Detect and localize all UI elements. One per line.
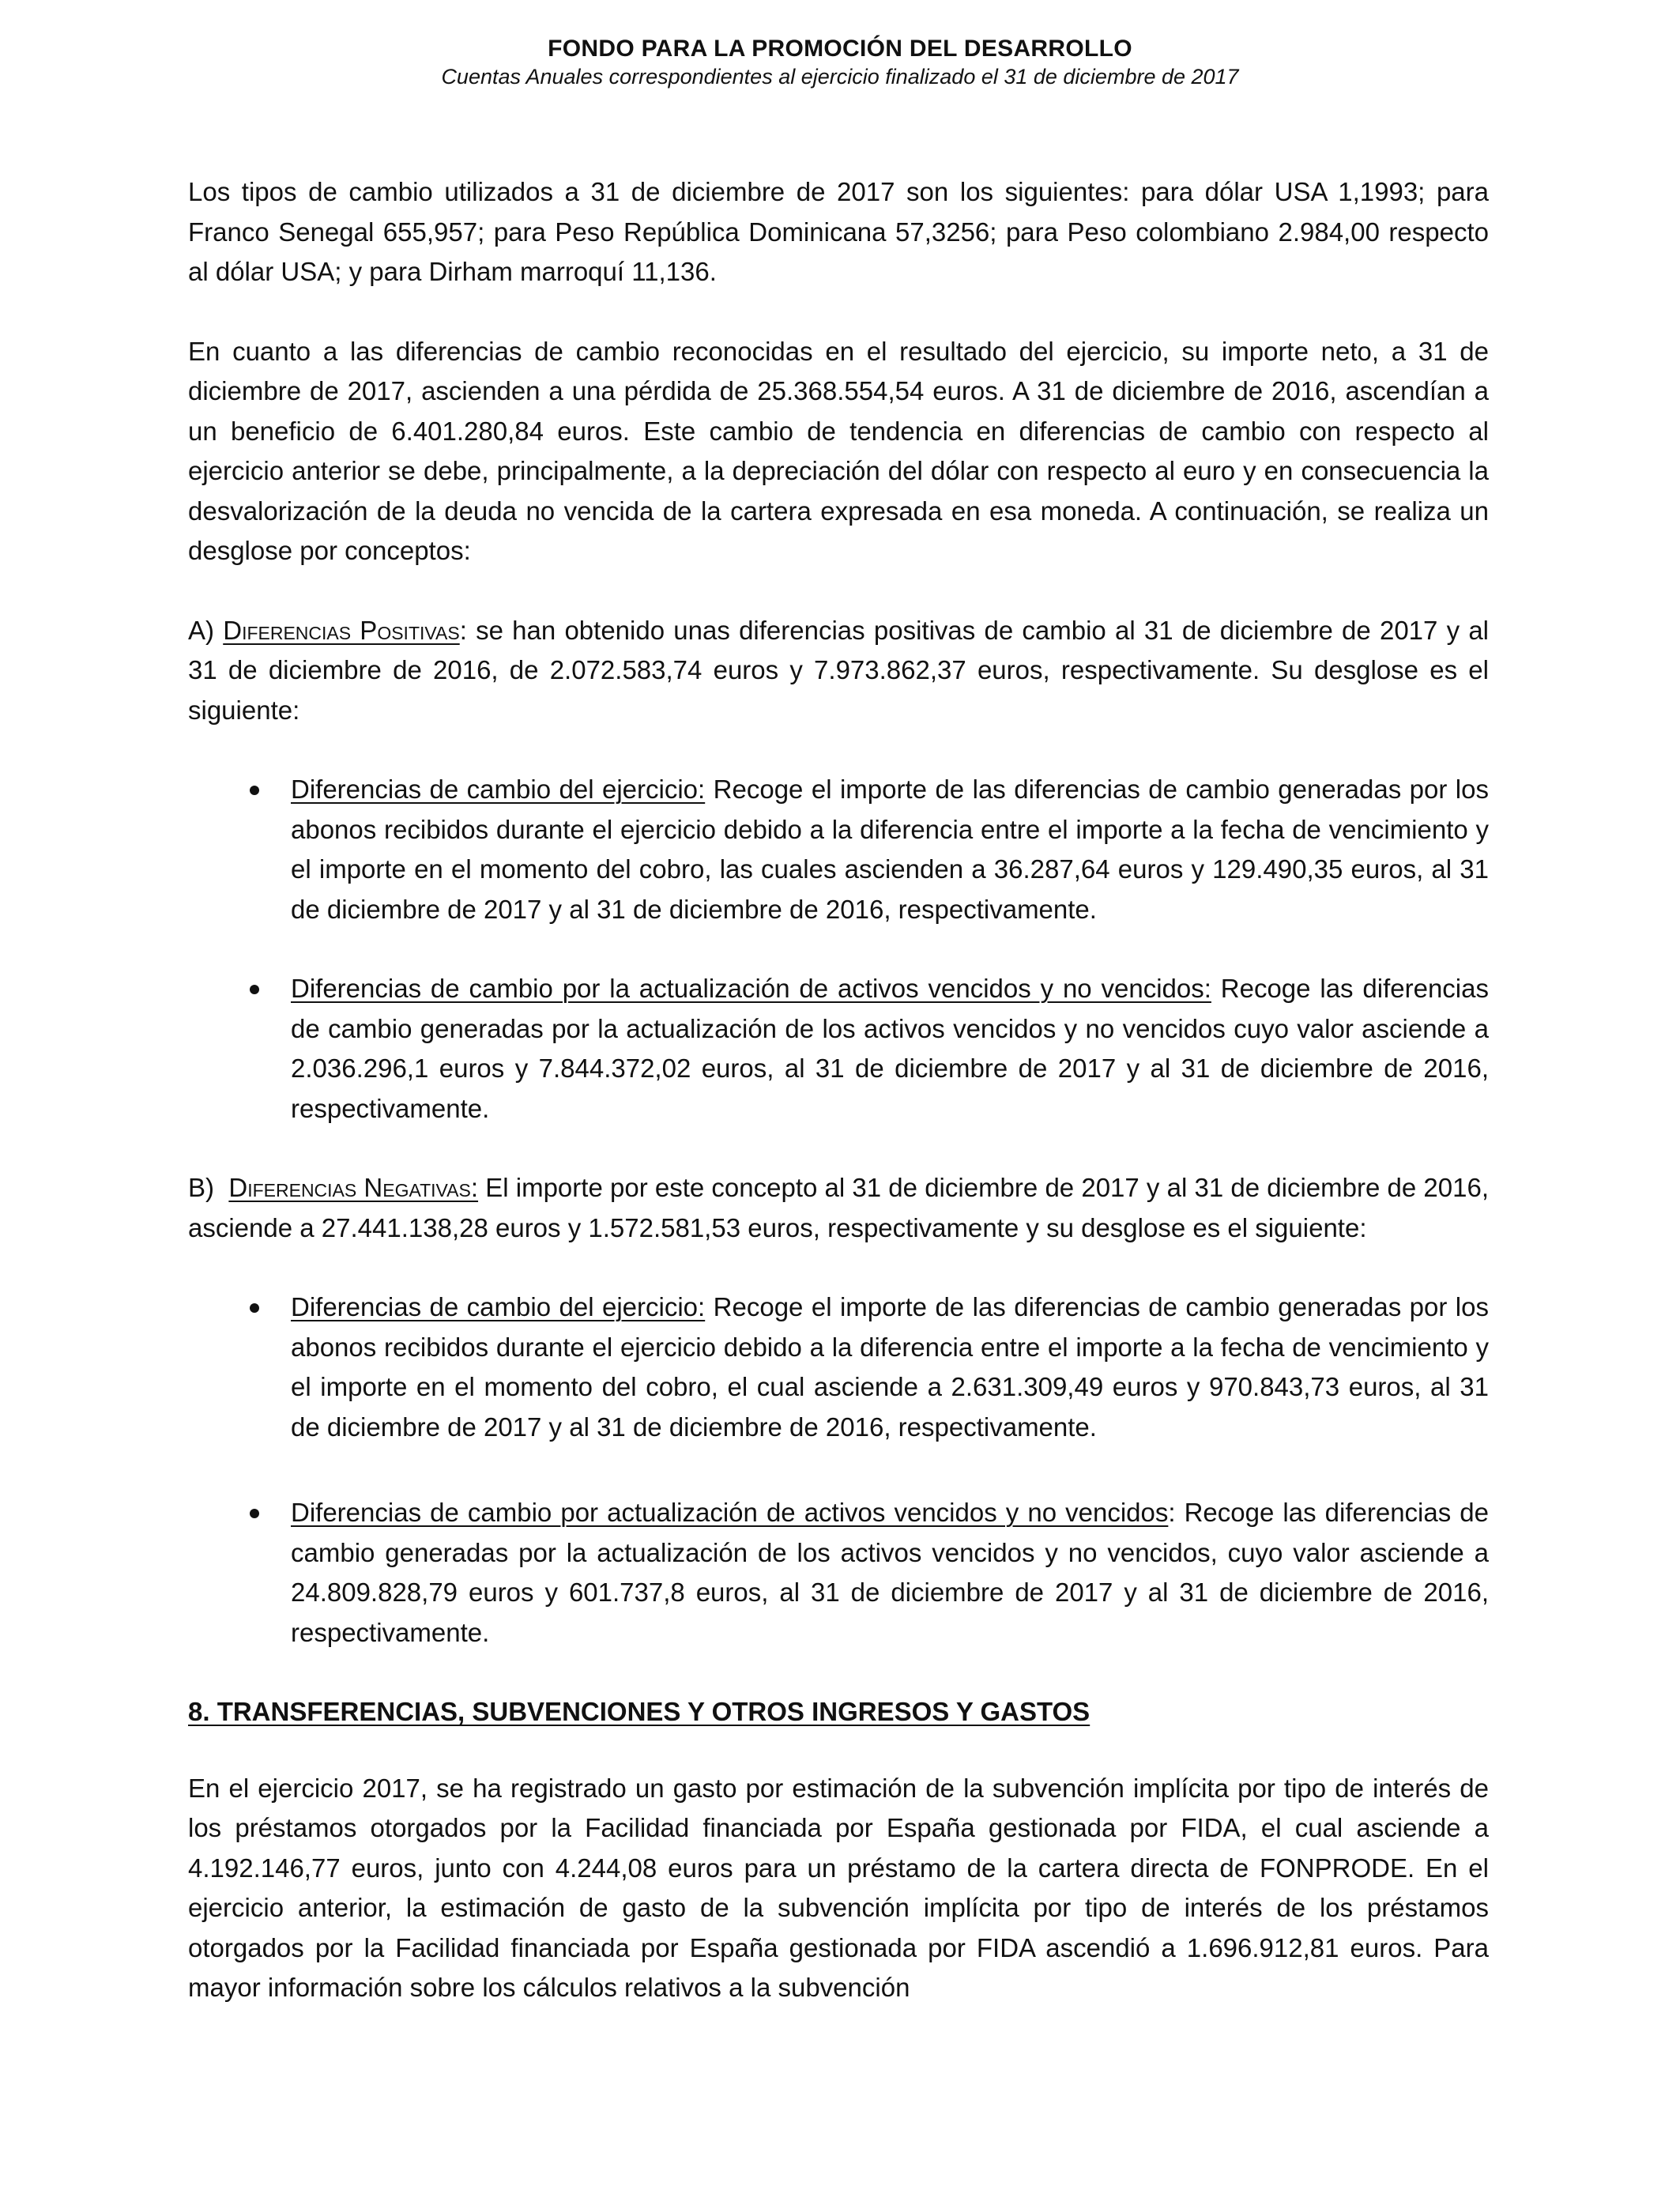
negative-differences-paragraph (188, 1168, 1489, 1248)
list-item (291, 770, 1489, 929)
section-8-paragraph: En el ejercicio 2017, se ha registrado un gasto por estimación de la subvención implícita por tipo de interés de los préstamos otorgados por la Facilidad financiada por España gestionada por FIDA, el cual asciende a 4.192.146,77 euros, junto con 4.244,08 euros para un préstamo de la cartera directa de FONPRODE. En el ejercicio anterior, la estimación de gasto de la subvención implícita por tipo de interés de los préstamos otorgados por la Facilidad financiada por España gestionada por FIDA ascendió a 1.696.912,81 euros. Para mayor información sobre los cálculos relativos a la subvención (188, 1773, 1489, 2002)
differences-intro-paragraph: En cuanto a las diferencias de cambio reconocidas en el resultado del ejercicio, su importe neto, a 31 de diciembre de 2017, ascienden a una pérdida de 25.368.554,54 euros. A 31 de diciembre de 2016, ascendían a un beneficio de 6.401.280,84 euros. Este cambio de tendencia en diferencias de cambio con respecto al ejercicio anterior se debe, principalmente, a la depreciación del dólar con respecto al euro y en consecuencia la desvalorización de la deuda no vencida de la cartera expresada en esa moneda. A continuación, se realiza un desglose por conceptos: (188, 336, 1489, 565)
negative-text: El importe por este concepto al 31 de diciembre de 2017 y al 31 de diciembre de 2016, asciende a 27.441.138,28 euros y 1.572.581,53 euros, respectivamente y su desglose es el siguiente: (188, 1173, 1489, 1242)
positive-text: : se han obtenido unas diferencias positivas de cambio al 31 de diciembre de 2017 y al 31 de diciembre de 2016, de 2.072.583,74 euros y 7.973.862,37 euros, respectivamente. Su desglose es el siguiente: (188, 615, 1490, 725)
positive-differences-paragraph (188, 611, 1489, 731)
negative-prefix: B) (188, 1173, 229, 1202)
bullet-icon (250, 985, 259, 994)
document-body (188, 172, 1489, 2048)
header-subtitle: Cuentas Anuales correspondientes al ejercicio finalizado el 31 de diciembre de 2017 (441, 65, 1239, 89)
bullet-icon (250, 1509, 259, 1518)
list-item (291, 1493, 1489, 1653)
bullet-icon (250, 786, 259, 795)
positive-prefix: A) (188, 615, 224, 645)
item-text: : Recoge las diferencias de cambio generadas por la actualización de los activos vencidos y no vencidos, cuyo valor asciende a 24.809.828,79 euros y 601.737,8 euros, al 31 de diciembre de 2017 y al 31 de diciembre de 2016, respectivamente. (291, 1498, 1489, 1647)
list-item (291, 969, 1489, 1129)
section-8-title: 8. TRANSFERENCIAS, SUBVENCIONES Y OTROS INGRESOS Y GASTOS (188, 1697, 1090, 1726)
negative-heading: Diferencias Negativas: (228, 1173, 479, 1202)
bullet-icon (250, 1303, 259, 1313)
negative-items-list (188, 1287, 1489, 1653)
item-label: Diferencias de cambio del ejercicio: (291, 1292, 706, 1321)
header-title: FONDO PARA LA PROMOCIÓN DEL DESARROLLO (548, 36, 1132, 62)
list-item (291, 1287, 1489, 1447)
positive-heading: Diferencias Positivas (223, 615, 460, 645)
item-text: Recoge las diferencias de cambio generadas por la actualización de los activos vencidos y no vencidos cuyo valor asciende a 2.036.296,1 euros y 7.844.372,02 euros, al 31 de diciembre de 2017 y al 31 de diciembre de 2016, respectivamente. (291, 974, 1489, 1123)
item-text: Recoge el importe de las diferencias de cambio generadas por los abonos recibidos durante el ejercicio debido a la diferencia entre el importe a la fecha de vencimiento y el importe en el momento del cobro, el cual asciende a 2.631.309,49 euros y 970.843,73 euros, al 31 de diciembre de 2017 y al 31 de diciembre de 2016, respectivamente. (291, 1292, 1489, 1442)
positive-items-list (188, 770, 1489, 1129)
item-label: Diferencias de cambio del ejercicio: (291, 775, 706, 804)
item-label: Diferencias de cambio por la actualización de activos vencidos y no vencidos: (291, 974, 1211, 1003)
page-header (0, 35, 1680, 90)
item-label: Diferencias de cambio por actualización de activos vencidos y no vencidos (291, 1498, 1169, 1527)
item-text: Recoge el importe de las diferencias de cambio generadas por los abonos recibidos durante el ejercicio debido a la diferencia entre el importe a la fecha de vencimiento y el importe en el momento del cobro, las cuales ascienden a 36.287,64 euros y 129.490,35 euros, al 31 de diciembre de 2017 y al 31 de diciembre de 2016, respectivamente. (291, 775, 1489, 924)
exchange-rates-paragraph: Los tipos de cambio utilizados a 31 de diciembre de 2017 son los siguientes: para dólar USA 1,1993; para Franco Senegal 655,957; para Peso República Dominicana 57,3256; para Peso colombiano 2.984,00 respecto al dólar USA; y para Dirham marroquí 11,136. (188, 177, 1489, 286)
